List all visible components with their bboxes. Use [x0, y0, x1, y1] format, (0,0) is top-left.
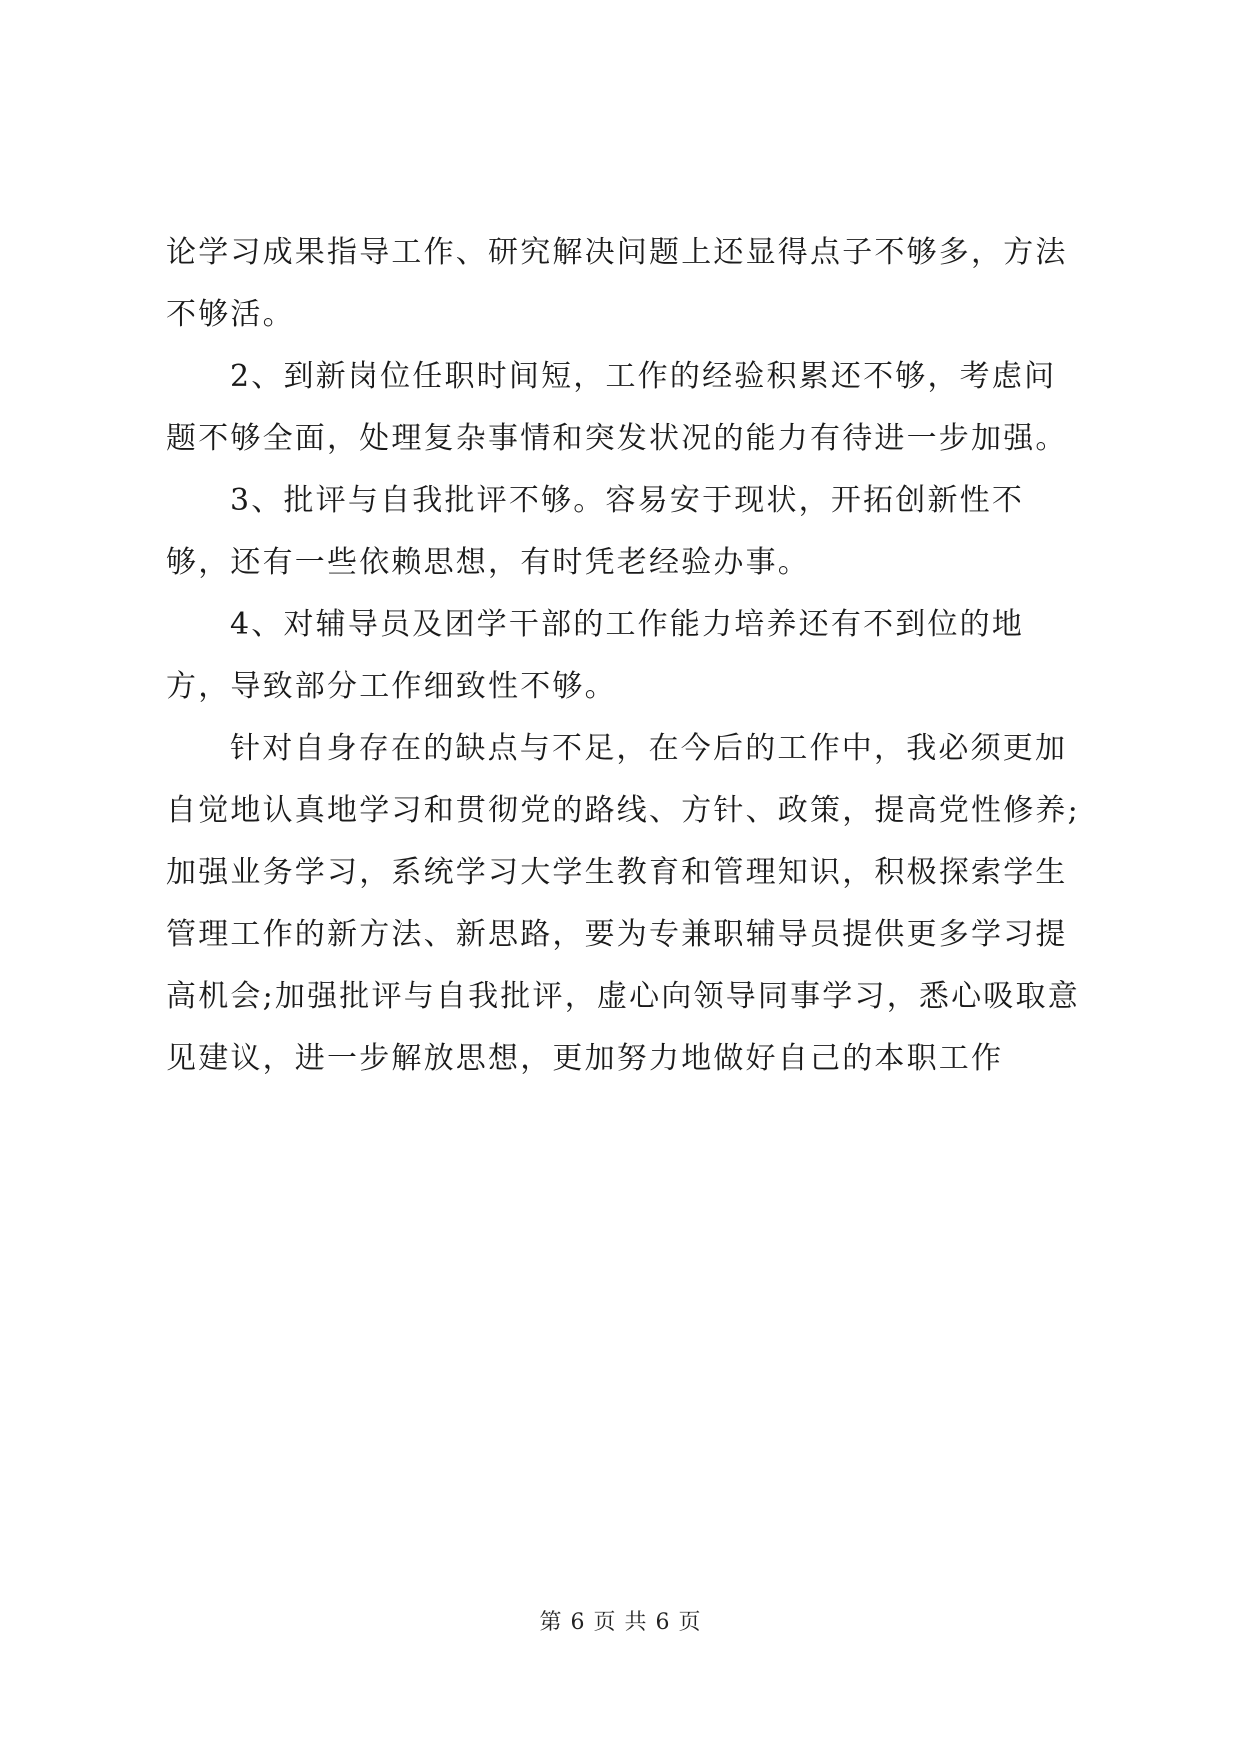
- page-footer: [0, 1605, 1241, 1636]
- paragraph-item-2: 2、到新岗位任职时间短，工作的经验积累还不够，考虑问题不够全面，处理复杂事情和突发状况的能力有待进一步加强。: [166, 359, 1068, 456]
- document-body: [166, 222, 1086, 1090]
- paragraph-continuation: 论学习成果指导工作、研究解决问题上还显得点子不够多，方法不够活。: [166, 235, 1068, 332]
- paragraph-item-3: 3、批评与自我批评不够。容易安于现状，开拓创新性不够，还有一些依赖思想，有时凭老经验办事。: [166, 483, 1025, 580]
- paragraph-improvement-plan: 针对自身存在的缺点与不足，在今后的工作中，我必须更加自觉地认真地学习和贯彻党的路线、方针、政策，提高党性修养;加强业务学习，系统学习大学生教育和管理知识，积极探索学生管理工作的新方法、新思路，要为专兼职辅导员提供更多学习提高机会;加强批评与自我批评，虚心向领导同事学习，悉心吸取意见建议，进一步解放思想，更加努力地做好自己的本职工作: [166, 731, 1080, 1076]
- page-number: 第 6 页 共 6 页: [539, 1610, 702, 1635]
- paragraph-item-4: 4、对辅导员及团学干部的工作能力培养还有不到位的地方，导致部分工作细致性不够。: [166, 607, 1025, 704]
